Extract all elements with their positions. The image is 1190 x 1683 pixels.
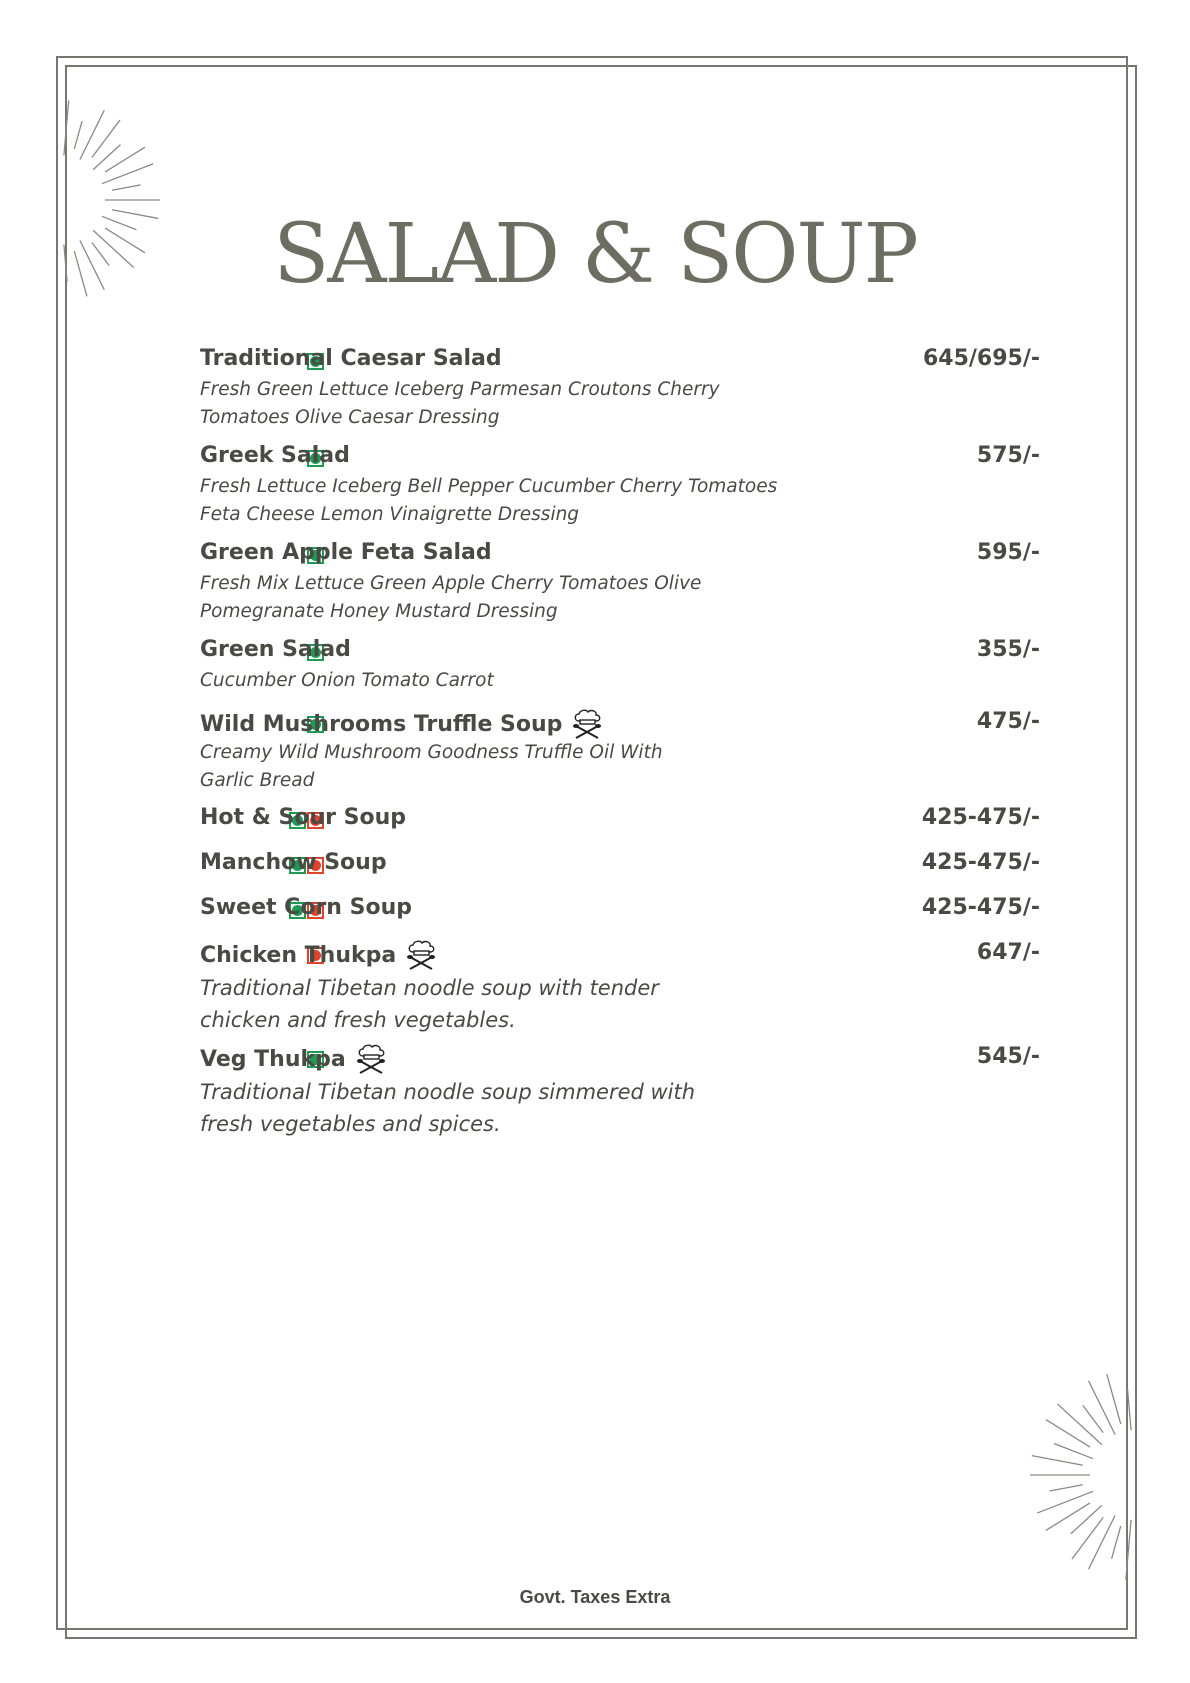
menu-item-name: [200, 637, 351, 662]
description-line: Creamy Wild Mushroom Goodness Truffle Oil With: [200, 742, 663, 763]
description-line: Traditional Tibetan noodle soup simmered with: [200, 1080, 696, 1104]
sunburst-ray: [1049, 1485, 1082, 1491]
description-line: Cucumber Onion Tomato Carrot: [200, 670, 494, 691]
description-line: Garlic Bread: [200, 770, 315, 791]
menu-item-name-text: Chicken Thukpa: [200, 942, 397, 968]
description-line: Traditional Tibetan noodle soup with tender: [200, 976, 659, 1000]
menu-item-price: 475/-: [976, 709, 1040, 734]
menu-item-price: 545/-: [976, 1044, 1040, 1069]
menu-item-price: 645/695/-: [922, 346, 1040, 371]
menu-item-name-text: Wild Mushrooms Truffle Soup: [200, 711, 563, 737]
sunburst-ray: [1072, 1517, 1103, 1559]
sunburst-ray: [105, 147, 145, 172]
description-line: fresh vegetables and spices.: [200, 1112, 501, 1136]
menu-item-description: [200, 570, 820, 626]
sunburst-ray: [64, 100, 69, 155]
menu-item-description: [200, 376, 820, 432]
description-line: Pomegranate Honey Mustard Dressing: [200, 601, 558, 622]
sunburst-ray: [1037, 1491, 1093, 1513]
sunburst-ray: [1089, 1515, 1116, 1569]
description-line: Fresh Lettuce Iceberg Bell Pepper Cucumber Cherry Tomatoes: [200, 476, 778, 497]
menu-item-price: 425-475/-: [921, 805, 1040, 830]
menu-item-name-text: Manchow Soup: [200, 850, 387, 875]
page-title: SALAD & SOUP: [273, 207, 917, 302]
sunburst-ray: [1083, 1405, 1103, 1432]
sunburst-ray: [1107, 1374, 1121, 1424]
description-line: Feta Cheese Lemon Vinaigrette Dressing: [200, 504, 580, 525]
sunburst-ray: [1032, 1456, 1083, 1466]
sunburst-ray: [112, 185, 141, 190]
sunburst-ray: [1127, 1388, 1131, 1430]
menu-item-name-text: Hot & Sour Soup: [200, 805, 407, 830]
chef-special-icon: [570, 709, 604, 739]
sunburst-ray: [1126, 1520, 1131, 1580]
chef-special-icon: [354, 1044, 388, 1074]
menu-item-name-text: Sweet Corn Soup: [200, 895, 412, 920]
sunburst-ray: [1046, 1420, 1090, 1447]
menu-item-name: [200, 540, 492, 565]
menu-item-price: 595/-: [976, 540, 1040, 565]
menu-item-name-text: Green Apple Feta Salad: [200, 540, 492, 565]
menu-item-name-text: Traditional Caesar Salad: [200, 346, 502, 371]
sunburst-decoration-bottom-right: [1010, 1370, 1150, 1590]
menu-item-name-text: Green Salad: [200, 637, 351, 662]
menu-item-price: 425-475/-: [921, 895, 1040, 920]
menu-item-description: [200, 739, 820, 795]
sunburst-ray: [93, 145, 120, 170]
description-line: Fresh Green Lettuce Iceberg Parmesan Croutons Cherry: [200, 379, 720, 400]
description-line: chicken and fresh vegetables.: [200, 1008, 516, 1032]
sunburst-ray: [1071, 1505, 1102, 1533]
menu-item-description: [200, 667, 820, 695]
menu-item-description: [200, 972, 760, 1036]
sunburst-ray: [80, 110, 104, 159]
menu-item-name: [200, 709, 604, 739]
description-line: Tomatoes Olive Caesar Dressing: [200, 407, 500, 428]
menu-item-name: [200, 346, 502, 371]
menu-item-name: [200, 1044, 388, 1074]
sunburst-ray: [74, 121, 82, 149]
menu-item-name: [200, 805, 406, 830]
menu-item-name: [200, 850, 387, 875]
menu-item-price: 575/-: [976, 443, 1040, 468]
menu-item-description: [200, 473, 820, 529]
menu-item-price: 355/-: [976, 637, 1040, 662]
menu-item-price: 425-475/-: [921, 850, 1040, 875]
menu-item-name: [200, 895, 412, 920]
sunburst-ray: [1058, 1404, 1102, 1445]
menu-item-name-text: Greek Salad: [200, 443, 350, 468]
sunburst-ray: [102, 164, 153, 184]
menu-item-name-text: Veg Thukpa: [200, 1046, 346, 1072]
sunburst-ray: [1112, 1526, 1121, 1559]
menu-item-price: 647/-: [976, 940, 1040, 965]
menu-item-name: [200, 940, 438, 970]
description-line: Fresh Mix Lettuce Green Apple Cherry Tomatoes Olive: [200, 573, 702, 594]
tax-note: Govt. Taxes Extra: [519, 1587, 671, 1607]
menu-item-description: [200, 1076, 760, 1140]
chef-special-icon: [404, 940, 438, 970]
menu-item-name: [200, 443, 350, 468]
